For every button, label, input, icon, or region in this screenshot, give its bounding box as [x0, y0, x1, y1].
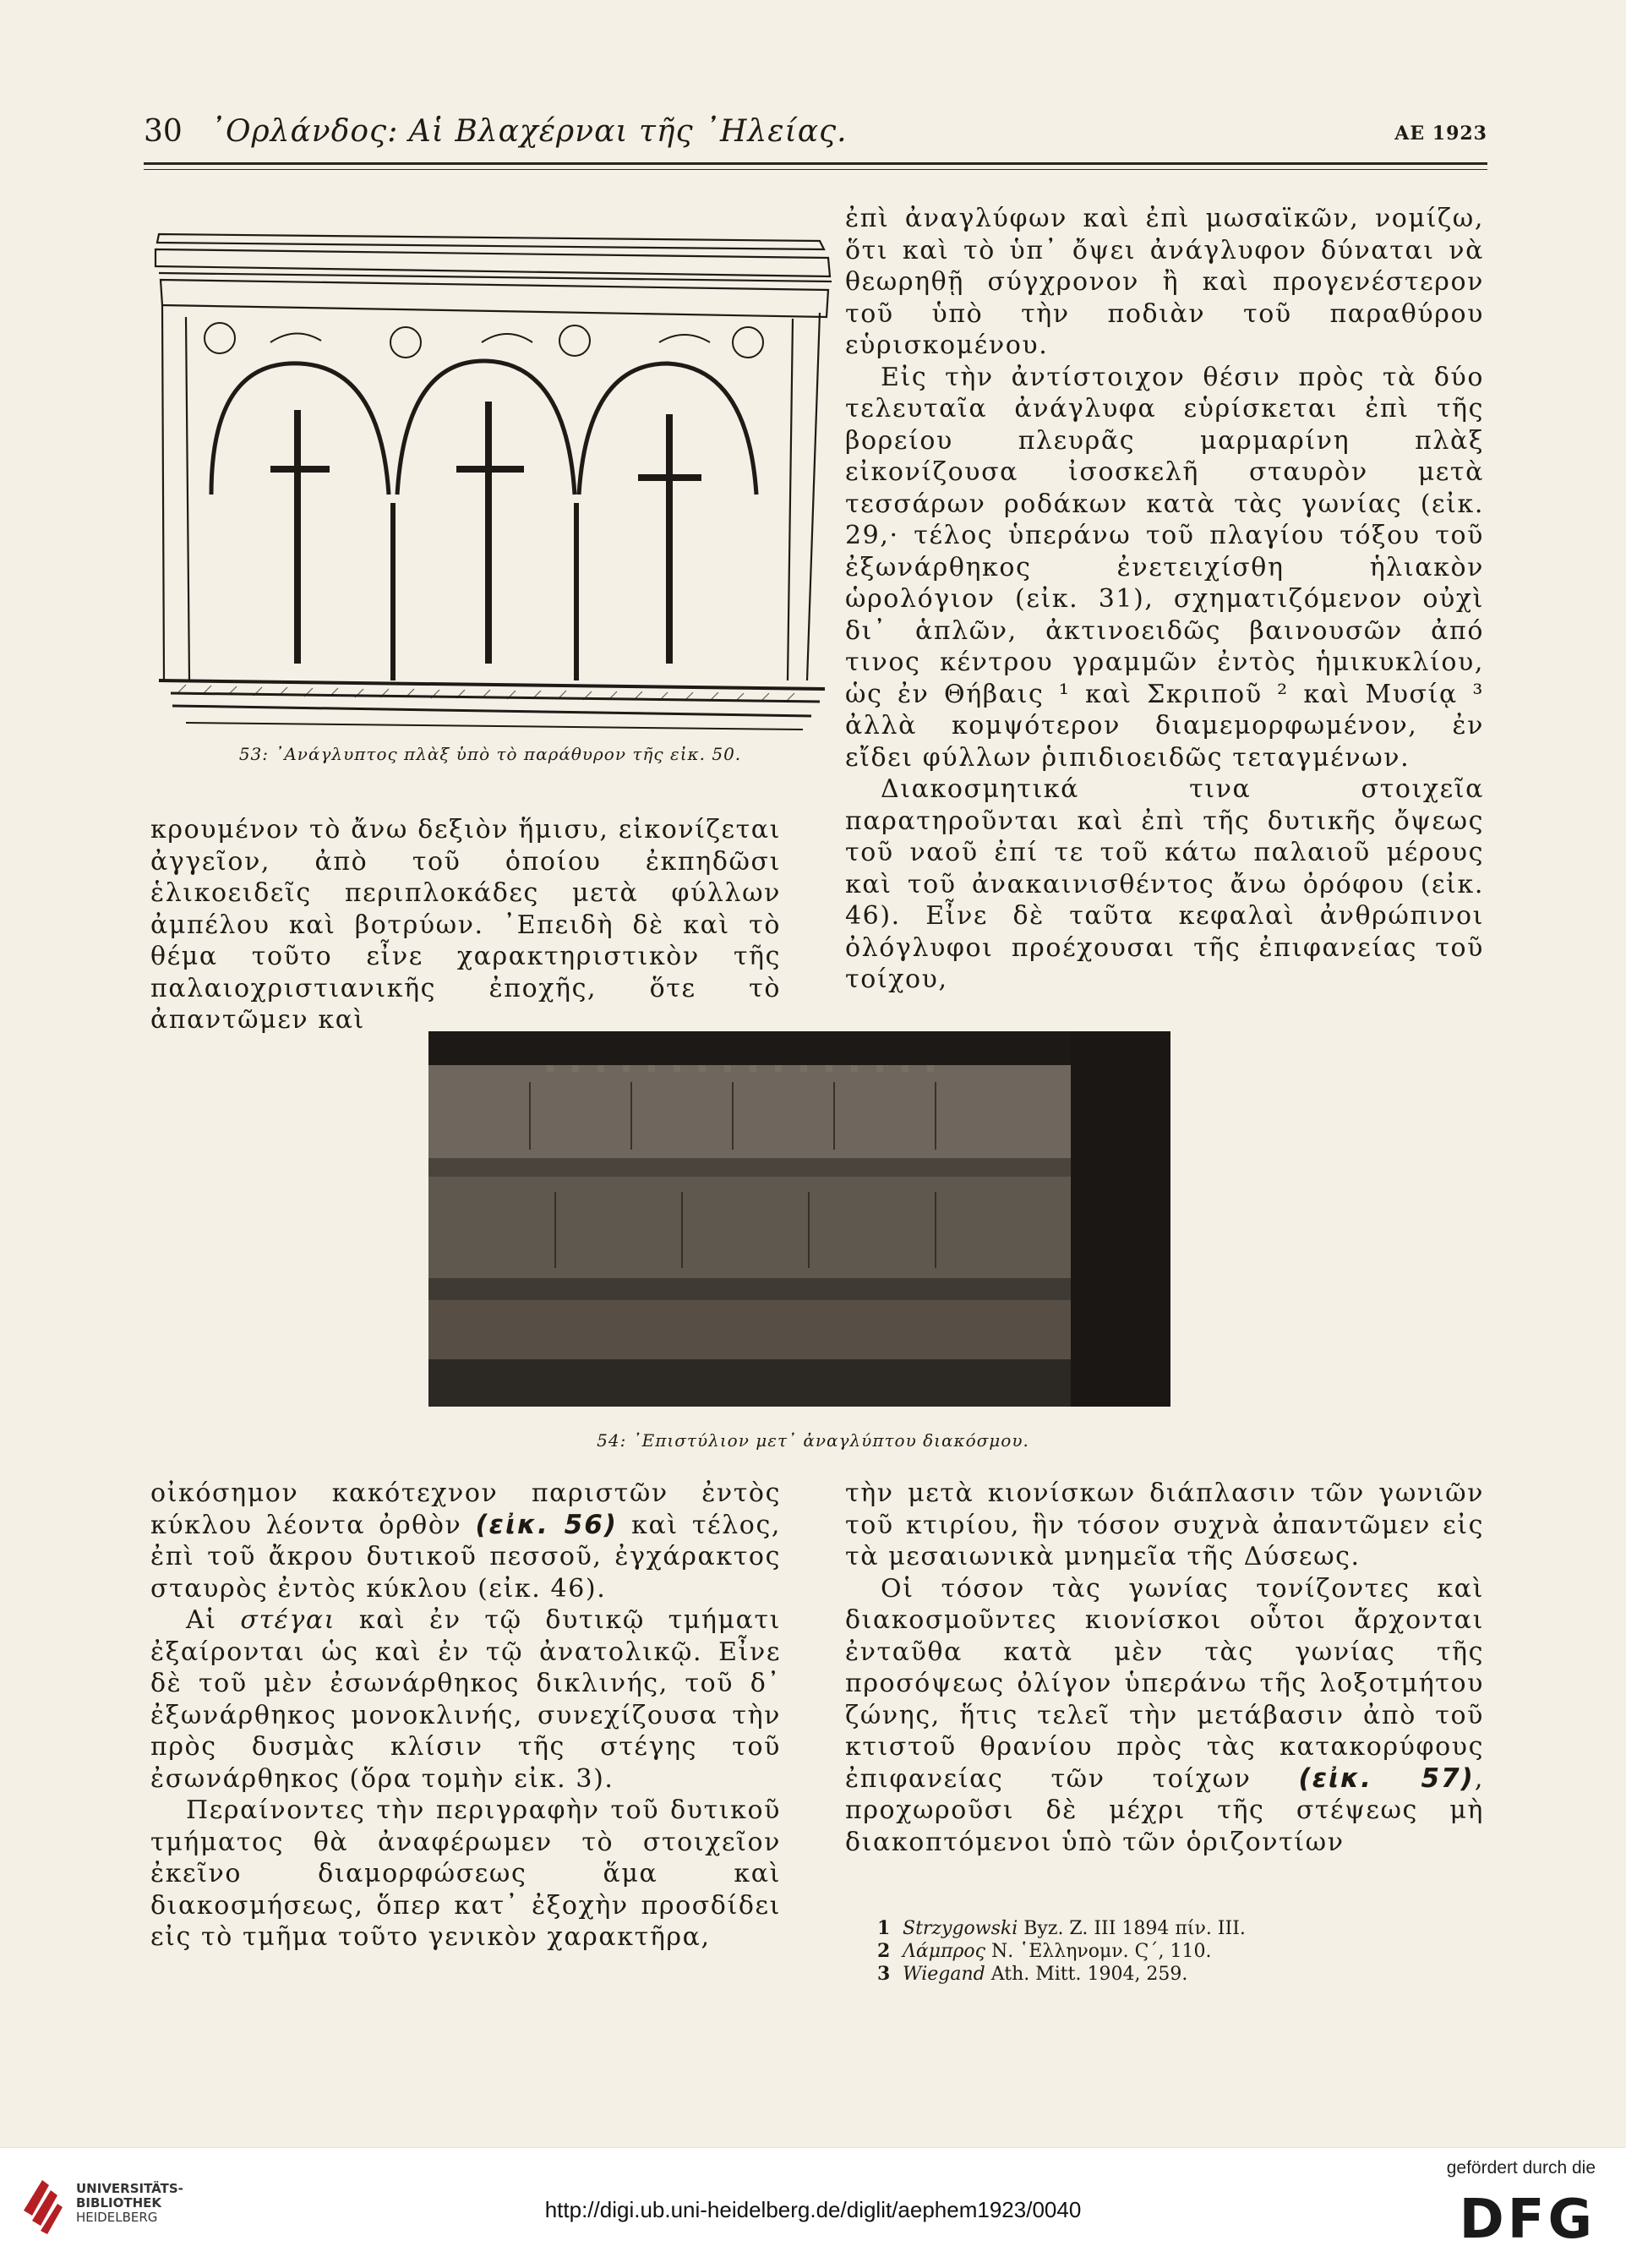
paragraph: Οἱ τόσον τὰς γωνίας τονίζοντες καὶ διακοσμοῦντες κιονίσκοι οὗτοι ἄρχονται ἐνταῦθα κατὰ μὲν τὰς γωνίας τῆς προσόψεως ὀλίγον ὑπεράνω τῆς λοξοτμήτου ζώνης, ἥτις τελεῖ τὴν μετάβασιν ἀπὸ τοῦ κτιστοῦ θρανίου πρὸς τὰς κατακορύφους ἐπιφανείας τῶν τοίχων (εἰκ. 57), προχωροῦσι δὲ μέχρι τῆς στέψεως μὴ διακοπτόμενοι ὑπὸ τῶν ὁριζοντίων [845, 1573, 1484, 1857]
footnote: 3 Wiegand Ath. Mitt. 1904, 259. [877, 1963, 1188, 1985]
footnote: 2 Λάμπρος Ν. ῾Ελληνομν. Ϛ΄, 110. [877, 1940, 1212, 1962]
paragraph: τὴν μετὰ κιονίσκων διάπλασιν τῶν γωνιῶν τοῦ κτιρίου, ἣν τόσον συχνὰ ἀπαντῶμεν εἰς τὰ μεσαιωνικὰ μνημεῖα τῆς Δύσεως. [845, 1478, 1484, 1571]
paragraph: ἐπὶ ἀναγλύφων καὶ ἐπὶ μωσαϊκῶν, νομίζω, ὅτι καὶ τὸ ὑπ᾿ ὄψει ἀνάγλυφον δύναται νὰ θεωρηθῇ σύγχρονον ἢ καὶ προγενέστερον τοῦ ὑπὸ τὴν ποδιὰν τοῦ παραθύρου εὑρισκομένου. [845, 204, 1484, 360]
paragraph: Περαίνοντες τὴν περιγραφὴν τοῦ δυτικοῦ τμήματος θὰ ἀναφέρωμεν τὸ στοιχεῖον ἐκεῖνο διαμορφώσεως ἅμα καὶ διακοσμήσεως, ὅπερ κατ᾿ ἐξοχὴν προσδίδει εἰς τὸ τμῆμα τοῦτο γενικὸν χαρακτῆρα, [150, 1795, 781, 1952]
paragraph: Διακοσμητικά τινα στοιχεῖα παρατηροῦνται καὶ ἐπὶ τῆς δυτικῆς ὄψεως τοῦ ναοῦ ἐπί τε τοῦ κάτω παλαιοῦ μέρους καὶ τοῦ ἀνακαινισθέντος ἄνω ὀρόφου (εἰκ. 46). Εἶνε δὲ ταῦτα κεφαλαὶ ἀνθρώπινοι ὀλόγλυφοι προέχουσαι τῆς ἐπιφανείας τοῦ τοίχου, [845, 774, 1484, 994]
figure-53-drawing [152, 224, 838, 731]
figure-ref: (εἰκ. 57) [1298, 1762, 1475, 1794]
left-column-bottom [150, 1478, 781, 1954]
page-number: 30 [144, 114, 183, 149]
viewer-footer [0, 2147, 1626, 2268]
paragraph: Εἰς τὴν ἀντίστοιχον θέσιν πρὸς τὰ δύο τελευταῖα ἀνάγλυφα εὑρίσκεται ἐπὶ τῆς βορείου πλευρᾶς μαρμαρίνη πλὰξ εἰκονίζουσα ἰσοσκελῆ σταυρὸν μετὰ τεσσάρων ροδάκων κατὰ τὰς γωνίας (εἰκ. 29,· τέλος ὑπεράνω τοῦ πλαγίου τόξου τοῦ ἐξωνάρθηκος ἐνετειχίσθη ἡλιακὸν ὡρολόγιον (εἰκ. 31), σχηματιζόμενον οὐχὶ δι᾿ ἁπλῶν, ἀκτινοειδῶς βαινουσῶν ἀπό τινος κέντρου γραμμῶν ἐντὸς ἡμικυκλίου, ὡς ἐν Θήβαις ¹ καὶ Σκριποῦ ² καὶ Μυσίᾳ ³ ἀλλὰ κομψότερον διαμεμορφωμένον, ἐν εἴδει φύλλων ῥιπιδιοειδῶς τεταγμένων. [845, 362, 1484, 773]
left-column-top [150, 814, 781, 1036]
running-header [144, 114, 1487, 156]
figure-54-caption: 54: ᾿Επιστύλιον μετ᾿ ἀναγλύπτου διακόσμου. [597, 1430, 1029, 1451]
paragraph: Αἱ στέγαι καὶ ἐν τῷ δυτικῷ τμήματι ἐξαίρονται ὡς καὶ ἐν τῷ ἀνατολικῷ. Εἶνε δὲ τοῦ μὲν ἐσωνάρθηκος δικλινής, τοῦ δ᾿ ἐξωνάρθηκος μονοκλινής, συνεχίζουσα τὴν πρὸς δυσμὰς κλίσιν τῆς στέγης τοῦ ἐσωνάρθηκος (ὅρα τομὴν εἰκ. 3). [150, 1605, 782, 1794]
header-rule [144, 162, 1487, 165]
figure-ref: (εἰκ. 56) [475, 1509, 618, 1540]
journal-year: ΑΕ 1923 [1394, 123, 1487, 145]
figure-53-caption: 53: ᾿Ανάγλυπτος πλὰξ ὑπὸ τὸ παράθυρον τῆς εἰκ. 50. [238, 744, 742, 764]
right-column-bottom [845, 1478, 1484, 1858]
library-name: UNIVERSITÄTS- BIBLIOTHEK HEIDELBERG [76, 2181, 183, 2225]
header-rule-thin [144, 169, 1487, 170]
paragraph: κρουμένον τὸ ἄνω δεξιὸν ἥμισυ, εἰκονίζεται ἀγγεῖον, ἀπὸ τοῦ ὁποίου ἐκπηδῶσι ἑλικοειδεῖς περιπλοκάδες μετὰ φύλλων ἀμπέλου καὶ βοτρύων. ᾿Επειδὴ δὲ καὶ τὸ θέμα τοῦτο εἶνε χαρακτηριστικὸν τῆς παλαιοχριστιανικῆς ἐποχῆς, ὅτε τὸ ἀπαντῶμεν καὶ [150, 815, 781, 1035]
footnote: 1 Strzygowski Byz. Z. III 1894 πίν. III. [877, 1917, 1246, 1939]
permalink[interactable]: http://digi.ub.uni-heidelberg.de/diglit/aephem1923/0040 [544, 2197, 1082, 2222]
running-title: ᾿Ορλάνδος: Αἱ Βλαχέρναι τῆς ᾿Ηλείας. [210, 114, 848, 149]
right-column-top [845, 203, 1484, 996]
footnotes [877, 1917, 1469, 1986]
dfg-logo: DFG [1459, 2189, 1596, 2251]
funded-by-label: gefördert durch die [1446, 2158, 1596, 2178]
paragraph: οἰκόσημον κακότεχνον παριστῶν ἐντὸς κύκλου λέοντα ὀρθὸν (εἰκ. 56) καὶ τέλος, ἐπὶ τοῦ ἄκρου δυτικοῦ πεσσοῦ, ἐγχάρακτος σταυρὸς ἐντὸς κύκλου (εἰκ. 46). [150, 1478, 782, 1604]
figure-54-photo [428, 1031, 1170, 1407]
